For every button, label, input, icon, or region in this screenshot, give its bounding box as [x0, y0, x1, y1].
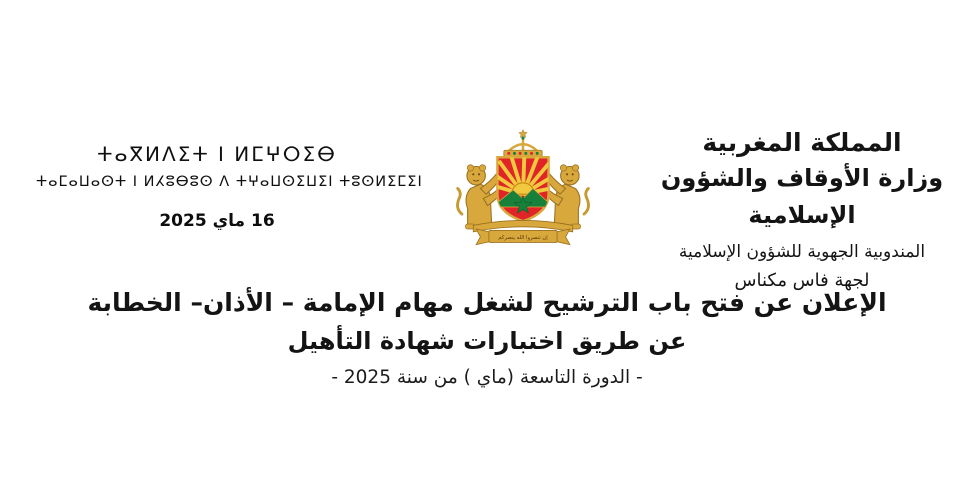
announcement-title-line1: الإعلان عن فتح باب الترشيح لشغل مهام الإمامة – الأذان– الخطابة: [87, 288, 887, 317]
arabic-letterhead: [634, 126, 970, 295]
kingdom-title: المملكة المغربية: [702, 128, 902, 157]
region-name: لجهة فاس مكناس: [734, 270, 870, 291]
lion-right-icon: [544, 165, 588, 229]
lion-left-icon: [458, 165, 502, 229]
announcement-title-line2: عن طريق اختبارات شهادة التأهيل: [287, 327, 687, 355]
moroccan-coat-of-arms-icon: [452, 128, 594, 254]
document-date: 16 ماي 2025: [159, 211, 275, 231]
session-subtitle: - الدورة التاسعة (ماي ) من سنة 2025 -: [331, 367, 643, 388]
tifinagh-ministry-line: ⵜⴰⵎⴰⵡⴰⵙⵜ ⵏ ⵍⵃⵓⴱⵓⵙ ⴷ ⵜⵖⴰⵡⵙⵉⵡⵉⵏ ⵜⵓⵙⵍⵉⵎⵉⵏ: [36, 174, 423, 190]
regional-delegation-title: المندوبية الجهوية للشؤون الإسلامية: [678, 242, 926, 262]
motto-ribbon: [473, 220, 572, 244]
emblem-motto: إن تنصروا الله ينصركم: [498, 234, 548, 241]
coat-of-arms-svg: [452, 128, 594, 254]
ministry-title: وزارة الأوقاف والشؤون الإسلامية: [660, 164, 944, 229]
shield-icon: [483, 153, 563, 221]
tifinagh-kingdom-line: ⵜⴰⴳⵍⴷⵉⵜ ⵏ ⵍⵎⵖⵔⵉⴱ: [97, 142, 337, 166]
tifinagh-letterhead: [36, 142, 423, 231]
announcement-title-block: [0, 282, 974, 396]
crown-icon: [504, 130, 542, 157]
